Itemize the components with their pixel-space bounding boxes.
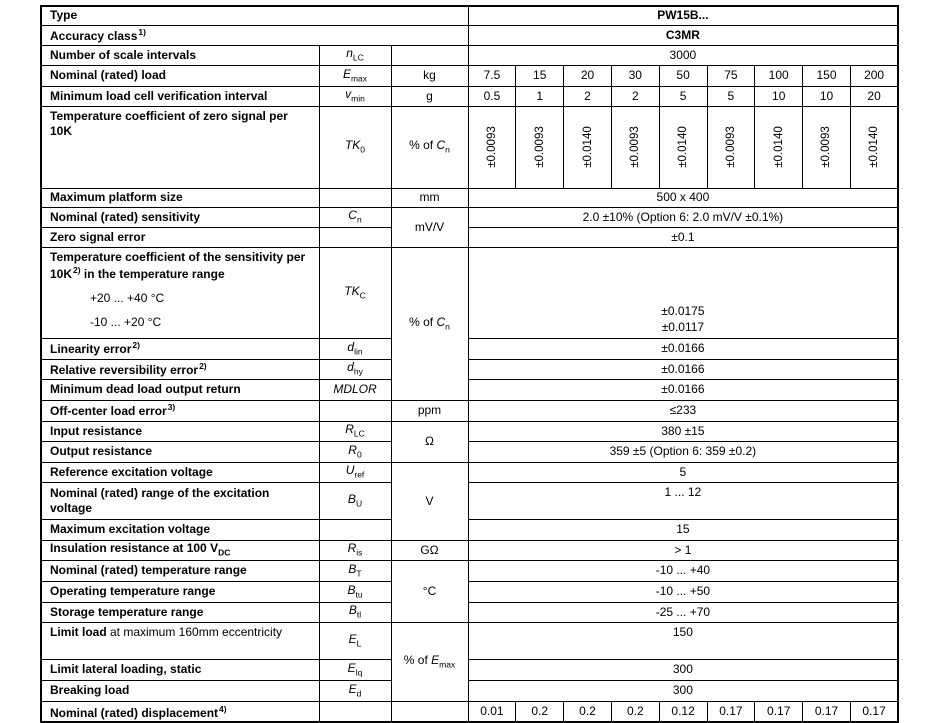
symbol-cell <box>319 622 391 659</box>
symbol-main: C <box>348 208 357 223</box>
type-label: Type <box>41 6 468 25</box>
table-row <box>41 482 898 519</box>
rotated-value: ±0.0093 <box>724 126 737 168</box>
symbol-sub: min <box>351 93 365 104</box>
symbol-main: U <box>345 463 355 478</box>
table-row <box>41 379 898 400</box>
table-row <box>41 359 898 379</box>
symbol-cell <box>319 680 391 701</box>
table-row <box>41 25 898 45</box>
partial-value-cell: 0.17 <box>755 701 803 722</box>
symbol-cell <box>319 379 391 400</box>
partial-value-cell: 0.2 <box>516 701 564 722</box>
symbol-cell <box>319 65 391 86</box>
table-row <box>41 680 898 701</box>
linearity-value: ±0.0166 <box>468 338 898 359</box>
symbol-sub: n <box>356 214 362 225</box>
mdlor-value: ±0.0166 <box>468 379 898 400</box>
table-row <box>41 188 898 207</box>
symbol-cell <box>319 441 391 462</box>
footnote-sup: 3) <box>167 402 176 412</box>
op-temp-label: Operating temperature range <box>41 581 319 602</box>
scale-intervals-value: 3000 <box>468 45 898 65</box>
table-row <box>41 207 898 227</box>
label-text: Accuracy class <box>50 28 138 43</box>
symbol-main: E <box>348 681 357 696</box>
symbol-sub: hy <box>353 366 363 377</box>
tkc-value: ±0.0175 ±0.0117 <box>468 247 898 338</box>
unit-cell: mV/V <box>391 207 468 247</box>
table-row <box>41 560 898 581</box>
symbol-main: v <box>345 87 352 102</box>
excitation-range-label: Nominal (rated) range of the excitation voltage <box>41 482 319 519</box>
partial-value-cell: 0.12 <box>659 701 707 722</box>
load-value-cell: 100 <box>755 65 803 86</box>
symbol-main: B <box>347 491 356 506</box>
symbol-sub: ref <box>354 469 365 480</box>
tk0-value-cell <box>755 106 803 188</box>
symbol-sub: tu <box>355 589 363 600</box>
symbol-sub: lin <box>354 346 363 357</box>
storage-temp-label: Storage temperature range <box>41 602 319 622</box>
partial-value-cell: 0.17 <box>707 701 755 722</box>
table-row <box>41 338 898 359</box>
op-temp-value: -10 ... +50 <box>468 581 898 602</box>
table-row <box>41 247 898 338</box>
table-row <box>41 581 898 602</box>
rotated-value: ±0.0140 <box>772 126 785 168</box>
table-row <box>41 421 898 441</box>
temp-range-line: +20 ... +40 °C <box>90 290 165 305</box>
symbol-cell <box>319 106 391 188</box>
symbol-cell <box>319 247 391 338</box>
symbol-main: n <box>346 46 353 61</box>
rotated-value: ±0.0140 <box>676 126 689 168</box>
vmin-value-cell: 5 <box>707 86 755 106</box>
partial-value-cell: 0.01 <box>468 701 516 722</box>
symbol-sub: U <box>355 498 363 509</box>
tk0-value-cell <box>468 106 516 188</box>
lateral-label: Limit lateral loading, static <box>41 659 319 680</box>
symbol-main: E <box>347 660 356 675</box>
excitation-range-value: 1 ... 12 <box>468 482 898 519</box>
symbol-cell <box>319 659 391 680</box>
symbol-sub: max <box>350 73 368 84</box>
max-excitation-label: Maximum excitation voltage <box>41 519 319 540</box>
partial-value-cell: 0.2 <box>564 701 612 722</box>
accuracy-value: C3MR <box>468 25 898 45</box>
footnote-sup: 2) <box>132 340 140 350</box>
vmin-value-cell: 1 <box>516 86 564 106</box>
symbol-cell <box>319 421 391 441</box>
partial-value-cell: 0.17 <box>850 701 898 722</box>
reversibility-label: Relative reversibility error$^{2)}$ <box>41 359 319 379</box>
tk0-value-cell <box>516 106 564 188</box>
symbol-main: B <box>348 603 357 618</box>
unit-cell: % of $C_n$ <box>391 247 468 400</box>
output-res-value: 359 ±5 (Option 6: 359 ±0.2) <box>468 441 898 462</box>
accuracy-label <box>41 25 468 45</box>
symbol-main: R <box>348 442 357 457</box>
symbol-cell <box>319 482 391 519</box>
table-row <box>41 462 898 482</box>
zero-error-label: Zero signal error <box>41 227 319 247</box>
symbol-cell <box>319 400 391 421</box>
label-sub: DC <box>218 547 231 558</box>
min-interval-label: Minimum load cell verification interval <box>41 86 319 106</box>
table-row <box>41 65 898 86</box>
vmin-value-cell: 2 <box>611 86 659 106</box>
symbol-main: TK <box>344 138 361 153</box>
unit-cell <box>391 701 468 722</box>
unit-cell: Ω <box>391 421 468 462</box>
tk0-value-cell <box>803 106 851 188</box>
unit-cell: kg <box>391 65 468 86</box>
temp-range-line: -10 ... +20 °C <box>90 314 162 329</box>
vmin-value-cell: 2 <box>564 86 612 106</box>
symbol-main: B <box>348 561 357 576</box>
type-value: PW15B... <box>468 6 898 25</box>
symbol-cell <box>319 359 391 379</box>
insulation-label: Insulation resistance at 100 $V_{DC}$ <box>41 540 319 560</box>
unit-cell: GΩ <box>391 540 468 560</box>
symbol-main: TK <box>344 283 360 298</box>
vmin-value-cell: 20 <box>850 86 898 106</box>
table-row <box>41 86 898 106</box>
symbol-main: d <box>347 360 354 375</box>
scale-intervals-label: Number of scale intervals <box>41 45 319 65</box>
symbol-sub: LC <box>353 428 365 439</box>
tkc-label <box>41 247 319 338</box>
table-row <box>41 6 898 25</box>
table-row <box>41 602 898 622</box>
off-center-value: ≤233 <box>468 400 898 421</box>
limit-load-label: Limit load at maximum 160mm eccentricity <box>41 622 319 659</box>
vmin-value-cell: 5 <box>659 86 707 106</box>
symbol-sub: L <box>356 638 362 649</box>
load-value-cell: 30 <box>611 65 659 86</box>
table-row <box>41 519 898 540</box>
symbol-cell <box>319 462 391 482</box>
footnote-sup: 2) <box>199 360 207 371</box>
symbol-cell <box>319 227 391 247</box>
tk0-value-cell <box>707 106 755 188</box>
zero-error-value: ±0.1 <box>468 227 898 247</box>
platform-value: 500 x 400 <box>468 188 898 207</box>
symbol-sub: LC <box>352 52 364 63</box>
symbol-sub: lq <box>355 667 363 678</box>
unit-cell: % of $C_n$ <box>391 106 468 188</box>
rotated-value: ±0.0140 <box>581 126 594 168</box>
unit-cell: V <box>391 462 468 540</box>
table-row <box>41 540 898 560</box>
load-value-cell: 7.5 <box>468 65 516 86</box>
symbol-main: E <box>348 631 357 646</box>
load-value-cell: 50 <box>659 65 707 86</box>
table-row <box>41 106 898 188</box>
tk0-value-cell <box>564 106 612 188</box>
load-value-cell: 150 <box>803 65 851 86</box>
tk0-value-cell <box>850 106 898 188</box>
table-row <box>41 227 898 247</box>
partial-row-label: Nominal (rated) displacement$^{4)}$ <box>41 701 319 722</box>
symbol-main: MDLOR <box>333 382 377 396</box>
unit-cell: °C <box>391 560 468 622</box>
table-row <box>41 701 898 722</box>
table-row <box>41 45 898 65</box>
rotated-value: ±0.0093 <box>820 126 833 168</box>
table-row <box>41 622 898 659</box>
ref-voltage-label: Reference excitation voltage <box>41 462 319 482</box>
vmin-value-cell: 0.5 <box>468 86 516 106</box>
symbol-cell <box>319 602 391 622</box>
load-value-cell: 75 <box>707 65 755 86</box>
symbol-main: d <box>347 339 355 354</box>
platform-label: Maximum platform size <box>41 188 319 207</box>
symbol-sub: C <box>359 290 366 301</box>
nom-temp-value: -10 ... +40 <box>468 560 898 581</box>
symbol-cell <box>319 581 391 602</box>
load-value-cell: 15 <box>516 65 564 86</box>
max-excitation-value: 15 <box>468 519 898 540</box>
off-center-label: Off-center load error$^{3)}$ <box>41 400 319 421</box>
symbol-cell <box>319 338 391 359</box>
reversibility-value: ±0.0166 <box>468 359 898 379</box>
footnote-sup: 1) <box>138 26 146 37</box>
breaking-label: Breaking load <box>41 680 319 701</box>
unit-cell: mm <box>391 188 468 207</box>
nominal-load-label: Nominal (rated) load <box>41 65 319 86</box>
symbol-sub: d <box>356 688 362 699</box>
unit-cell: g <box>391 86 468 106</box>
vmin-value-cell: 10 <box>803 86 851 106</box>
symbol-cell <box>319 540 391 560</box>
tk0-value-cell <box>611 106 659 188</box>
symbol-cell <box>319 86 391 106</box>
nom-temp-label: Nominal (rated) temperature range <box>41 560 319 581</box>
mdlor-label: Minimum dead load output return <box>41 379 319 400</box>
sensitivity-label: Nominal (rated) sensitivity <box>41 207 319 227</box>
footnote-sup: 4) <box>219 703 227 714</box>
rotated-value: ±0.0093 <box>533 126 546 168</box>
symbol-sub: 0 <box>356 449 362 460</box>
breaking-value: 300 <box>468 680 898 701</box>
partial-value-cell: 0.17 <box>803 701 851 722</box>
partial-value-cell: 0.2 <box>611 701 659 722</box>
symbol-cell <box>319 207 391 227</box>
unit-cell: % of $E_{max}$ <box>391 622 468 701</box>
insulation-value: > 1 <box>468 540 898 560</box>
rotated-value: ±0.0093 <box>485 126 498 168</box>
load-value-cell: 20 <box>564 65 612 86</box>
output-res-label: Output resistance <box>41 441 319 462</box>
vmin-value-cell: 10 <box>755 86 803 106</box>
symbol-sub: is <box>356 547 363 558</box>
ref-voltage-value: 5 <box>468 462 898 482</box>
tk0-label: Temperature coefficient of zero signal per 10K <box>41 106 319 188</box>
symbol-cell <box>319 188 391 207</box>
footnote-sup: 2) <box>73 264 81 275</box>
tk0-value-cell <box>659 106 707 188</box>
symbol-cell <box>319 701 391 722</box>
input-res-label: Input resistance <box>41 421 319 441</box>
table-row <box>41 659 898 680</box>
limit-load-value: 150 <box>468 622 898 659</box>
datasheet-spec-table <box>40 5 899 723</box>
rotated-value: ±0.0140 <box>867 126 880 168</box>
symbol-cell <box>319 519 391 540</box>
symbol-cell <box>319 45 391 65</box>
symbol-sub: T <box>356 568 362 579</box>
storage-temp-value: -25 ... +70 <box>468 602 898 622</box>
table-row <box>41 441 898 462</box>
spec-table <box>40 5 899 723</box>
unit-cell: ppm <box>391 400 468 421</box>
symbol-main: R <box>347 541 357 556</box>
unit-cell <box>391 45 468 65</box>
symbol-main: B <box>347 582 356 597</box>
symbol-sub: tl <box>356 609 362 620</box>
lateral-value: 300 <box>468 659 898 680</box>
linearity-label: Linearity error$^{2)}$ <box>41 338 319 359</box>
table-row <box>41 400 898 421</box>
sensitivity-value: 2.0 ±10% (Option 6: 2.0 mV/V ±0.1%) <box>468 207 898 227</box>
symbol-main: R <box>345 422 354 437</box>
load-value-cell: 200 <box>850 65 898 86</box>
symbol-sub: 0 <box>360 144 366 155</box>
symbol-cell <box>319 560 391 581</box>
label-text: Temperature coefficient of the sensitivity per $10K^{2)}$ in the temperature range <box>50 249 306 281</box>
rotated-value: ±0.0093 <box>629 126 642 168</box>
symbol-main: E <box>342 66 351 81</box>
input-res-value: 380 ±15 <box>468 421 898 441</box>
